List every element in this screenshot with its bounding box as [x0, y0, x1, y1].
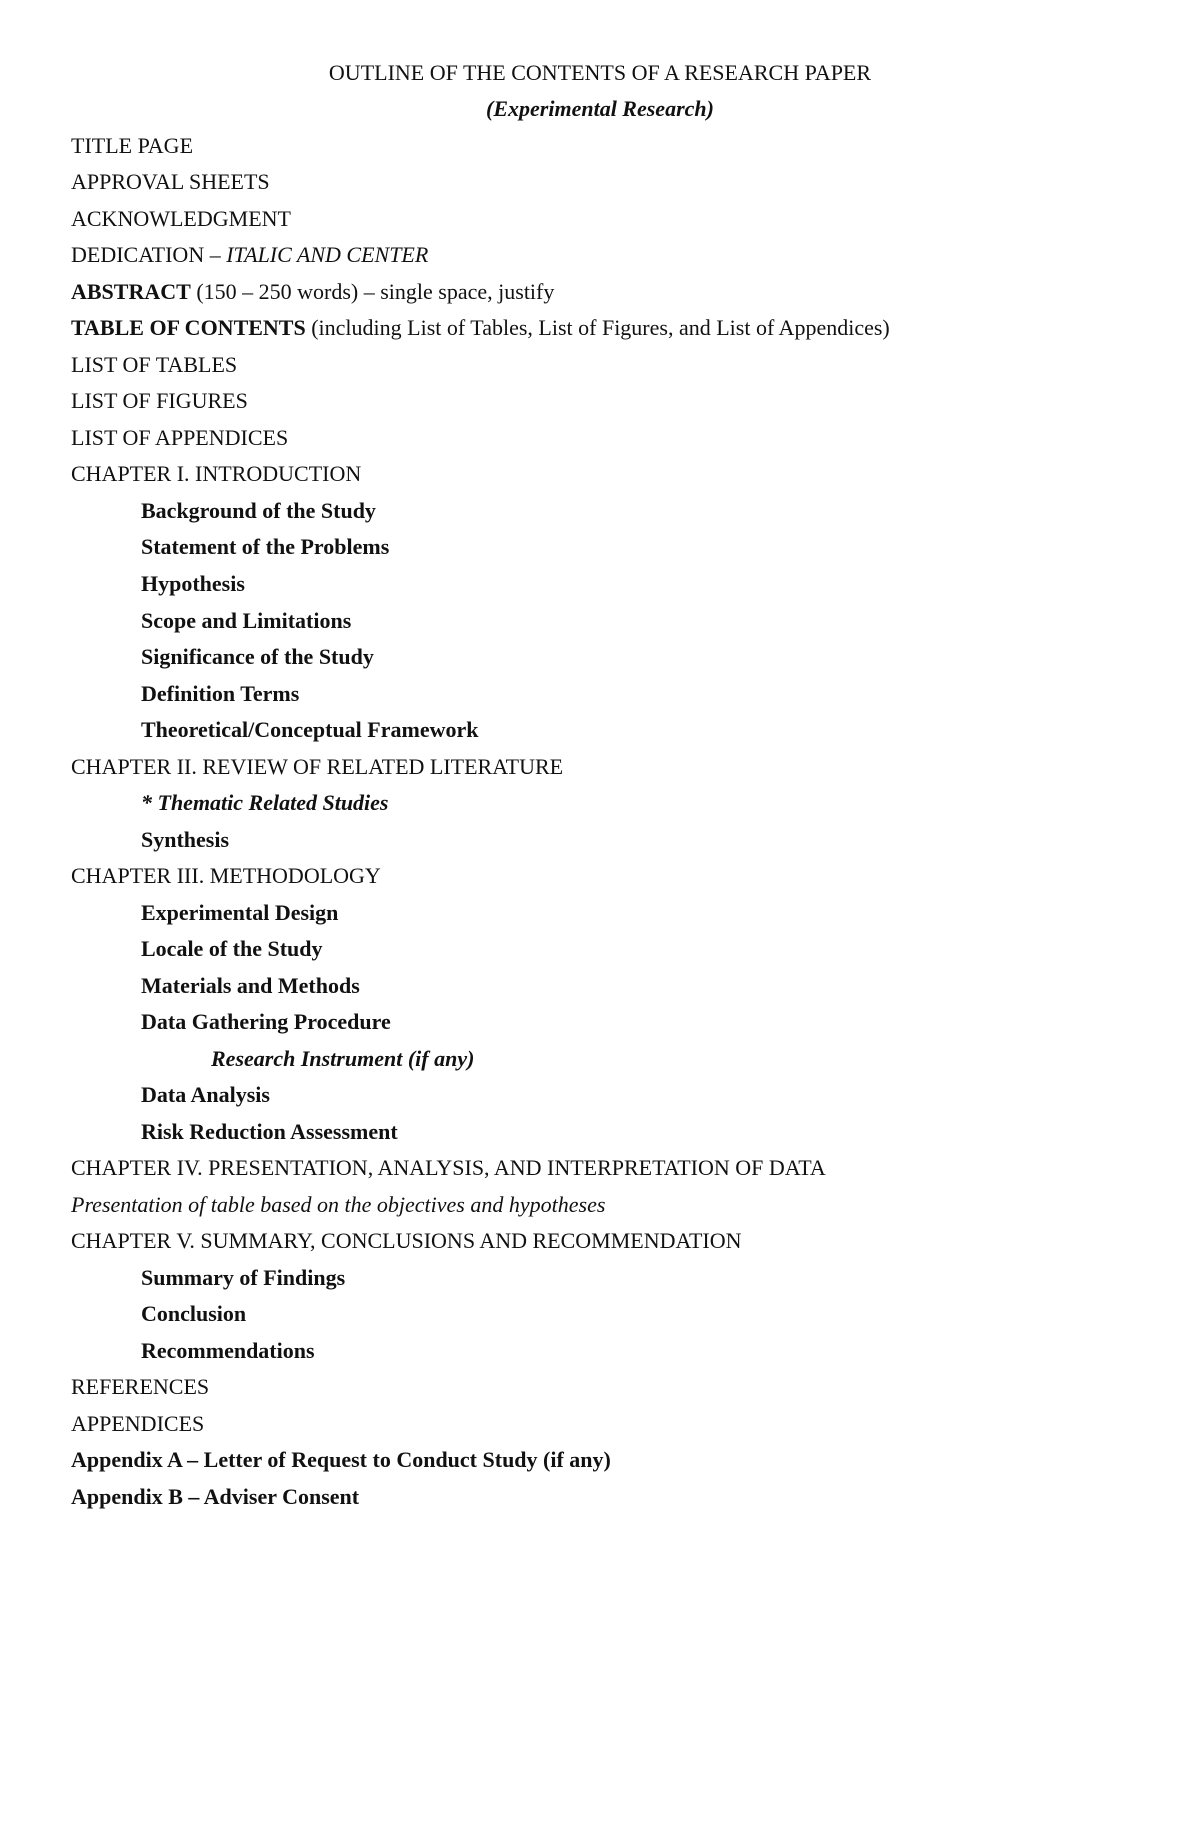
acknowledgment-heading: ACKNOWLEDGMENT: [71, 206, 291, 231]
abstract-note: (150 – 250 words) – single space, justify: [196, 279, 555, 304]
dedication-note: – ITALIC AND CENTER: [209, 242, 429, 267]
chapter-1-item: Significance of the Study: [141, 644, 374, 669]
chapter-3-item: Locale of the Study: [141, 936, 323, 961]
references-heading: REFERENCES: [71, 1374, 210, 1399]
chapter-3-item: Experimental Design: [141, 900, 339, 925]
list-of-tables-heading: LIST OF TABLES: [71, 352, 238, 377]
page-subtitle: (Experimental Research): [486, 96, 714, 121]
chapter-1-item: Scope and Limitations: [141, 608, 352, 633]
chapter-5-item: Summary of Findings: [141, 1265, 346, 1290]
chapter-1-item: Statement of the Problems: [141, 534, 390, 559]
toc-note: (including List of Tables, List of Figures, and List of Appendices): [311, 315, 890, 340]
chapter-5-heading: CHAPTER V. SUMMARY, CONCLUSIONS AND RECOMMENDATION: [71, 1228, 742, 1253]
dedication-line: [71, 240, 428, 270]
appendix-a: Appendix A – Letter of Request to Conduct Study (if any): [71, 1447, 611, 1472]
list-of-appendices-heading: LIST OF APPENDICES: [71, 425, 289, 450]
page-title: OUTLINE OF THE CONTENTS OF A RESEARCH PAPER: [328, 60, 872, 85]
chapter-3-subitem: Research Instrument (if any): [211, 1046, 475, 1071]
chapter-2-synthesis: Synthesis: [141, 827, 230, 852]
chapter-3-heading: CHAPTER III. METHODOLOGY: [71, 863, 381, 888]
chapter-3-item: Data Analysis: [141, 1082, 270, 1107]
approval-sheets-heading: APPROVAL SHEETS: [71, 169, 270, 194]
chapter-4-note: Presentation of table based on the objectives and hypotheses: [71, 1192, 606, 1217]
chapter-1-heading: CHAPTER I. INTRODUCTION: [71, 461, 362, 486]
appendices-heading: APPENDICES: [71, 1411, 205, 1436]
chapter-3-item: Materials and Methods: [141, 973, 360, 998]
dedication-heading: DEDICATION: [71, 242, 205, 267]
chapter-4-heading: CHAPTER IV. PRESENTATION, ANALYSIS, AND INTERPRETATION OF DATA: [71, 1155, 826, 1180]
chapter-3-item: Risk Reduction Assessment: [141, 1119, 398, 1144]
chapter-1-item: Definition Terms: [141, 681, 300, 706]
chapter-1-item: Theoretical/Conceptual Framework: [141, 717, 479, 742]
chapter-5-item: Recommendations: [141, 1338, 315, 1363]
list-of-figures-heading: LIST OF FIGURES: [71, 388, 248, 413]
chapter-1-item: Hypothesis: [141, 571, 245, 596]
chapter-2-thematic: * Thematic Related Studies: [141, 790, 389, 815]
appendix-b: Appendix B – Adviser Consent: [71, 1484, 360, 1509]
title-page-heading: TITLE PAGE: [71, 133, 194, 158]
toc-heading: TABLE OF CONTENTS: [71, 315, 306, 340]
chapter-5-item: Conclusion: [141, 1301, 247, 1326]
abstract-heading: ABSTRACT: [71, 279, 191, 304]
chapter-3-item: Data Gathering Procedure: [141, 1009, 391, 1034]
abstract-line: [71, 277, 554, 307]
toc-line: [71, 313, 890, 343]
chapter-1-item: Background of the Study: [141, 498, 376, 523]
chapter-2-heading: CHAPTER II. REVIEW OF RELATED LITERATURE: [71, 754, 564, 779]
